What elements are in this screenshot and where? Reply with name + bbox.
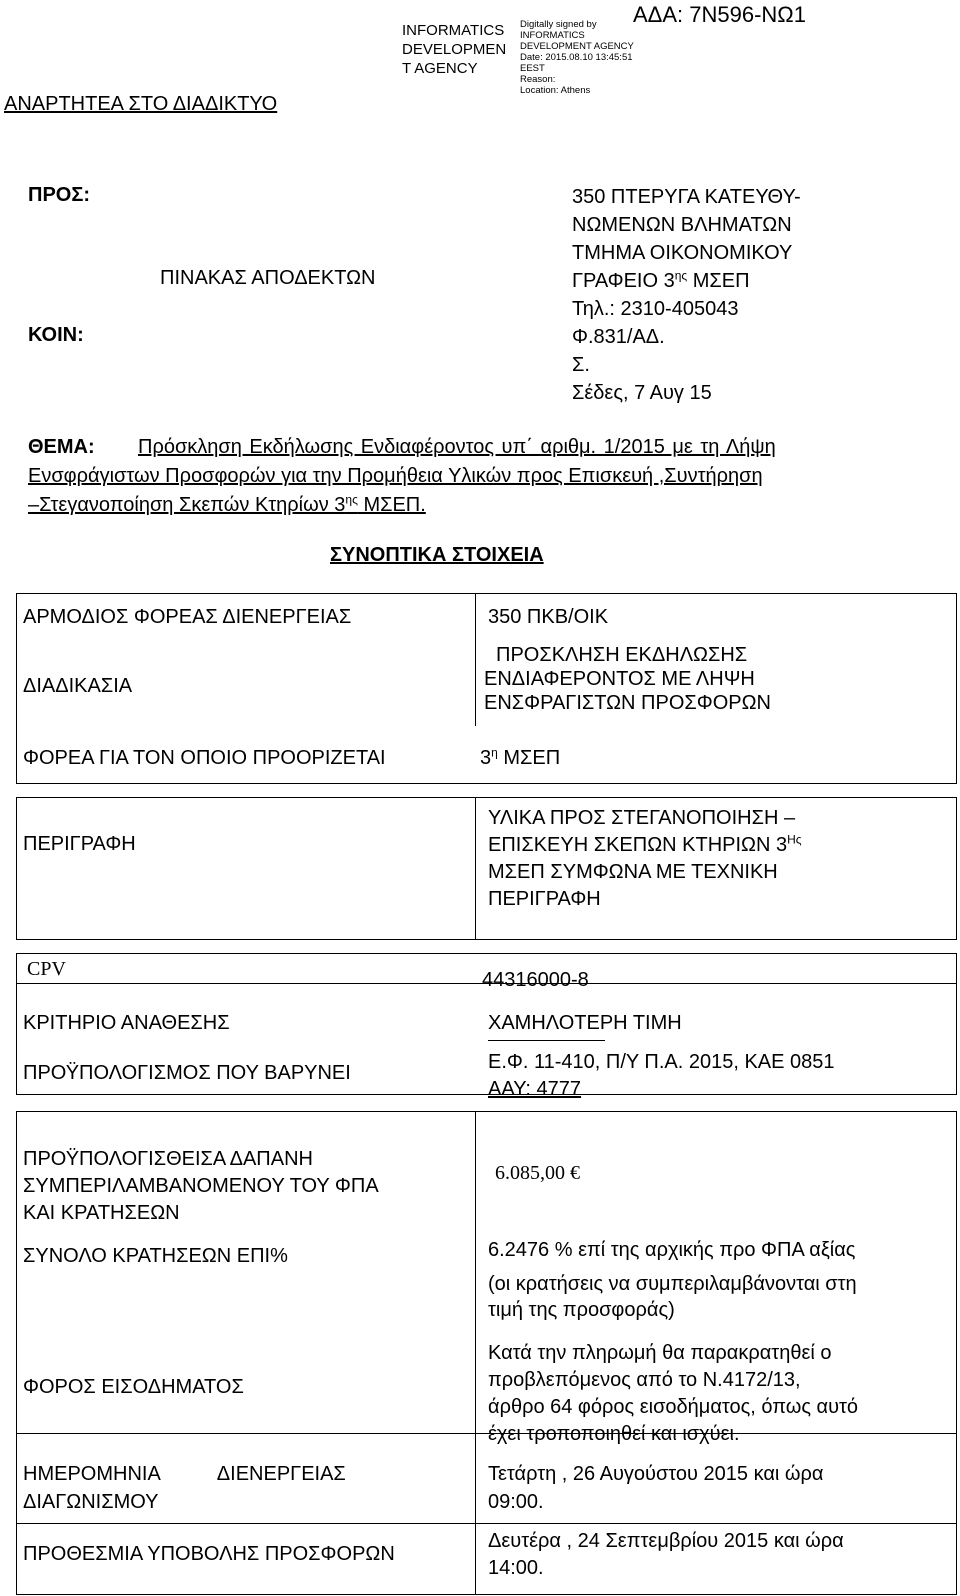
signature-detail: DEVELOPMENT AGENCY	[520, 41, 634, 52]
cost-label-line: ΣΥΜΠΕΡΙΛΑΜΒΑΝΟΜΕΝΟΥ ΤΟΥ ΦΠΑ	[23, 1175, 379, 1197]
cost-label	[23, 1146, 379, 1227]
subject-line: Ενσφράγιστων Προσφορών για την Προμήθεια Υλικών προς Επισκευή ,Συντήρηση	[28, 465, 763, 487]
subject-line	[28, 493, 426, 517]
deductions-value	[488, 1237, 857, 1323]
procedure-label: ΔΙΑΔΙΚΑΣΙΑ	[23, 675, 133, 697]
signature-detail: Location: Athens	[520, 85, 591, 96]
deductions-label: ΣΥΝΟΛΟ ΚΡΑΤΗΣΕΩΝ ΕΠΙ%	[23, 1245, 288, 1267]
deductions-line: (οι κρατήσεις να συμπεριλαμβάνονται στη	[488, 1273, 857, 1295]
description-line2-sup: Ης	[787, 832, 802, 847]
signature-detail: INFORMATICS	[520, 30, 585, 41]
tax-value	[488, 1340, 858, 1448]
description-line: ΠΕΡΙΓΡΑΦΗ	[488, 888, 601, 910]
criterion-underline	[488, 1040, 605, 1041]
beneficiary-sup: η	[491, 745, 498, 760]
sender-line: ΝΩΜΕΝΩΝ ΒΛΗΜΑΤΩΝ	[572, 214, 792, 236]
procedure-line: ΕΝΣΦΡΑΓΙΣΤΩΝ ΠΡΟΣΦΟΡΩΝ	[484, 692, 771, 714]
box-description	[16, 797, 957, 940]
sender-line: ΤΜΗΜΑ ΟΙΚΟΝΟΜΙΚΟΥ	[572, 242, 793, 264]
date-label	[23, 1460, 346, 1516]
recipients: ΠΙΝΑΚΑΣ ΑΠΟΔΕΚΤΩΝ	[160, 267, 376, 289]
signature-org	[402, 21, 506, 78]
signature-detail: Digitally signed by	[520, 19, 597, 30]
deductions-line: 6.2476 % επί της αρχικής προ ΦΠΑ αξίας	[488, 1239, 856, 1261]
tax-label: ΦΟΡΟΣ ΕΙΣΟΔΗΜΑΤΟΣ	[23, 1376, 244, 1398]
sender-line	[572, 267, 801, 295]
signature-detail: Date: 2015.08.10 13:45:51	[520, 52, 633, 63]
sender-block	[572, 183, 801, 407]
sender-phone: Τηλ.: 2310-405043	[572, 298, 739, 320]
deadline-line: Δευτέρα , 24 Σεπτεμβρίου 2015 και ώρα	[488, 1530, 844, 1552]
divider	[16, 1523, 957, 1524]
sender-ref: Φ.831/ΑΔ.	[572, 326, 665, 348]
description-label: ΠΕΡΙΓΡΑΦΗ	[23, 833, 136, 855]
criterion-value: ΧΑΜΗΛΟΤΕΡΗ ΤΙΜΗ	[488, 1012, 682, 1034]
sender-line: 350 ΠΤΕΡΥΓΑ ΚΑΤΕΥΘΥ-	[572, 186, 801, 208]
procedure-line: ΠΡΟΣΚΛΗΣΗ ΕΚΔΗΛΩΣΗΣ	[496, 644, 748, 666]
cost-label-line: ΚΑΙ ΚΡΑΤΗΣΕΩΝ	[23, 1202, 180, 1224]
date-value	[488, 1460, 823, 1516]
description-line2: ΕΠΙΣΚΕΥΗ ΣΚΕΠΩΝ ΚΤΗΡΙΩΝ 3	[488, 834, 788, 856]
divider	[475, 797, 476, 940]
authority-label: ΑΡΜΟΔΙΟΣ ΦΟΡΕΑΣ ΔΙΕΝΕΡΓΕΙΑΣ	[23, 606, 352, 628]
subject-line3-suffix: ΜΣΕΠ.	[357, 494, 426, 516]
deadline-label: ΠΡΟΘΕΣΜΙΑ ΥΠΟΒΟΛΗΣ ΠΡΟΣΦΟΡΩΝ	[23, 1543, 395, 1565]
sender-office: ΓΡΑΦΕΙΟ 3	[572, 270, 675, 292]
signature-detail: Reason:	[520, 74, 556, 85]
subject-line3: –Στεγανοποίηση Σκεπών Κτηρίων 3	[28, 494, 346, 516]
budget-value: Ε.Φ. 11-410, Π/Υ Π.Α. 2015, ΚΑΕ 0851	[488, 1051, 835, 1073]
date-value-line: 09:00.	[488, 1491, 544, 1513]
sender-office-sup: ης	[674, 268, 688, 283]
beneficiary-value	[480, 746, 560, 770]
deadline-line: 14:00.	[488, 1557, 544, 1579]
to-label: ΠΡΟΣ:	[28, 184, 91, 206]
sender-sigma: Σ.	[572, 354, 590, 376]
signature-detail: EEST	[520, 63, 545, 74]
description-line: ΥΛΙΚΑ ΠΡΟΣ ΣΤΕΓΑΝΟΠΟΙΗΣΗ –	[488, 807, 796, 829]
tax-line: προβλεπόμενος από το Ν.4172/13,	[488, 1369, 801, 1391]
ada-number: ΑΔΑ: 7Ν596-ΝΩ1	[633, 2, 806, 27]
budget-aay: ΑΑΥ: 4777	[488, 1078, 582, 1100]
description-line	[488, 832, 802, 859]
summary-title: ΣΥΝΟΠΤΙΚΑ ΣΤΟΙΧΕΙΑ	[330, 544, 544, 566]
beneficiary-label: ΦΟΡΕΑ ΓΙΑ ΤΟΝ ΟΠΟΙΟ ΠΡΟΟΡΙΖΕΤΑΙ	[23, 747, 386, 769]
authority-value: 350 ΠΚΒ/ΟΙΚ	[488, 606, 609, 628]
budget-label: ΠΡΟΫΠΟΛΟΓΙΣΜΟΣ ΠΟΥ ΒΑΡΥΝΕΙ	[23, 1062, 351, 1084]
tax-line: Κατά την πληρωμή θα παρακρατηθεί ο	[488, 1342, 832, 1364]
description-line: ΜΣΕΠ ΣΥΜΦΩΝΑ ΜΕ ΤΕΧΝΙΚΗ	[488, 861, 778, 883]
deductions-line: τιμή της προσφοράς)	[488, 1299, 675, 1321]
cost-value: 6.085,00 €	[495, 1162, 580, 1184]
procedure-line: ΕΝΔΙΑΦΕΡΟΝΤΟΣ ΜΕ ΛΗΨΗ	[484, 668, 755, 690]
sender-date: Σέδες, 7 Αυγ 15	[572, 382, 712, 404]
description-value	[488, 805, 802, 913]
subject-label: ΘΕΜΑ:	[28, 436, 95, 458]
subject-line3-sup: ης	[345, 492, 358, 507]
signature-org-line: DEVELOPMEN	[402, 41, 507, 58]
tax-line: έχει τροποποιηθεί και ισχύει.	[488, 1423, 740, 1445]
beneficiary-suffix: ΜΣΕΠ	[497, 747, 561, 769]
criterion-label: ΚΡΙΤΗΡΙΟ ΑΝΑΘΕΣΗΣ	[23, 1012, 230, 1034]
beneficiary-number: 3	[480, 747, 492, 769]
cpv-value: 44316000-8	[482, 969, 589, 991]
signature-org-line: T AGENCY	[402, 60, 478, 77]
cpv-label: CPV	[27, 958, 66, 980]
cost-label-line: ΠΡΟΫΠΟΛΟΓΙΣΘΕΙΣΑ ΔΑΠΑΝΗ	[23, 1148, 313, 1170]
date-value-line: Τετάρτη , 26 Αυγούστου 2015 και ώρα	[488, 1463, 824, 1485]
publish-note: ΑΝΑΡΤΗΤΕΑ ΣΤΟ ΔΙΑΔΙΚΤΥΟ	[4, 93, 278, 115]
signature-org-line: INFORMATICS	[402, 22, 505, 39]
date-label-line: ΔΙΑΓΩΝΙΣΜΟΥ	[23, 1491, 159, 1513]
date-label-word: ΔΙΕΝΕΡΓΕΙΑΣ	[216, 1463, 346, 1485]
date-label-word: ΗΜΕΡΟΜΗΝΙΑ	[23, 1463, 161, 1485]
divider	[475, 593, 476, 726]
sender-office-suffix: ΜΣΕΠ	[687, 270, 750, 292]
procedure-value	[484, 643, 771, 715]
date-label-line	[23, 1460, 346, 1488]
cc-label: ΚΟΙΝ:	[28, 324, 84, 346]
signature-details	[520, 19, 634, 96]
deadline-value	[488, 1528, 844, 1582]
subject-line: Πρόσκληση Εκδήλωσης Ενδιαφέροντος υπ΄ αριθμ. 1/2015 με τη Λήψη	[138, 436, 776, 458]
tax-line: άρθρο 64 φόρος εισοδήματος, όπως αυτό	[488, 1396, 859, 1418]
